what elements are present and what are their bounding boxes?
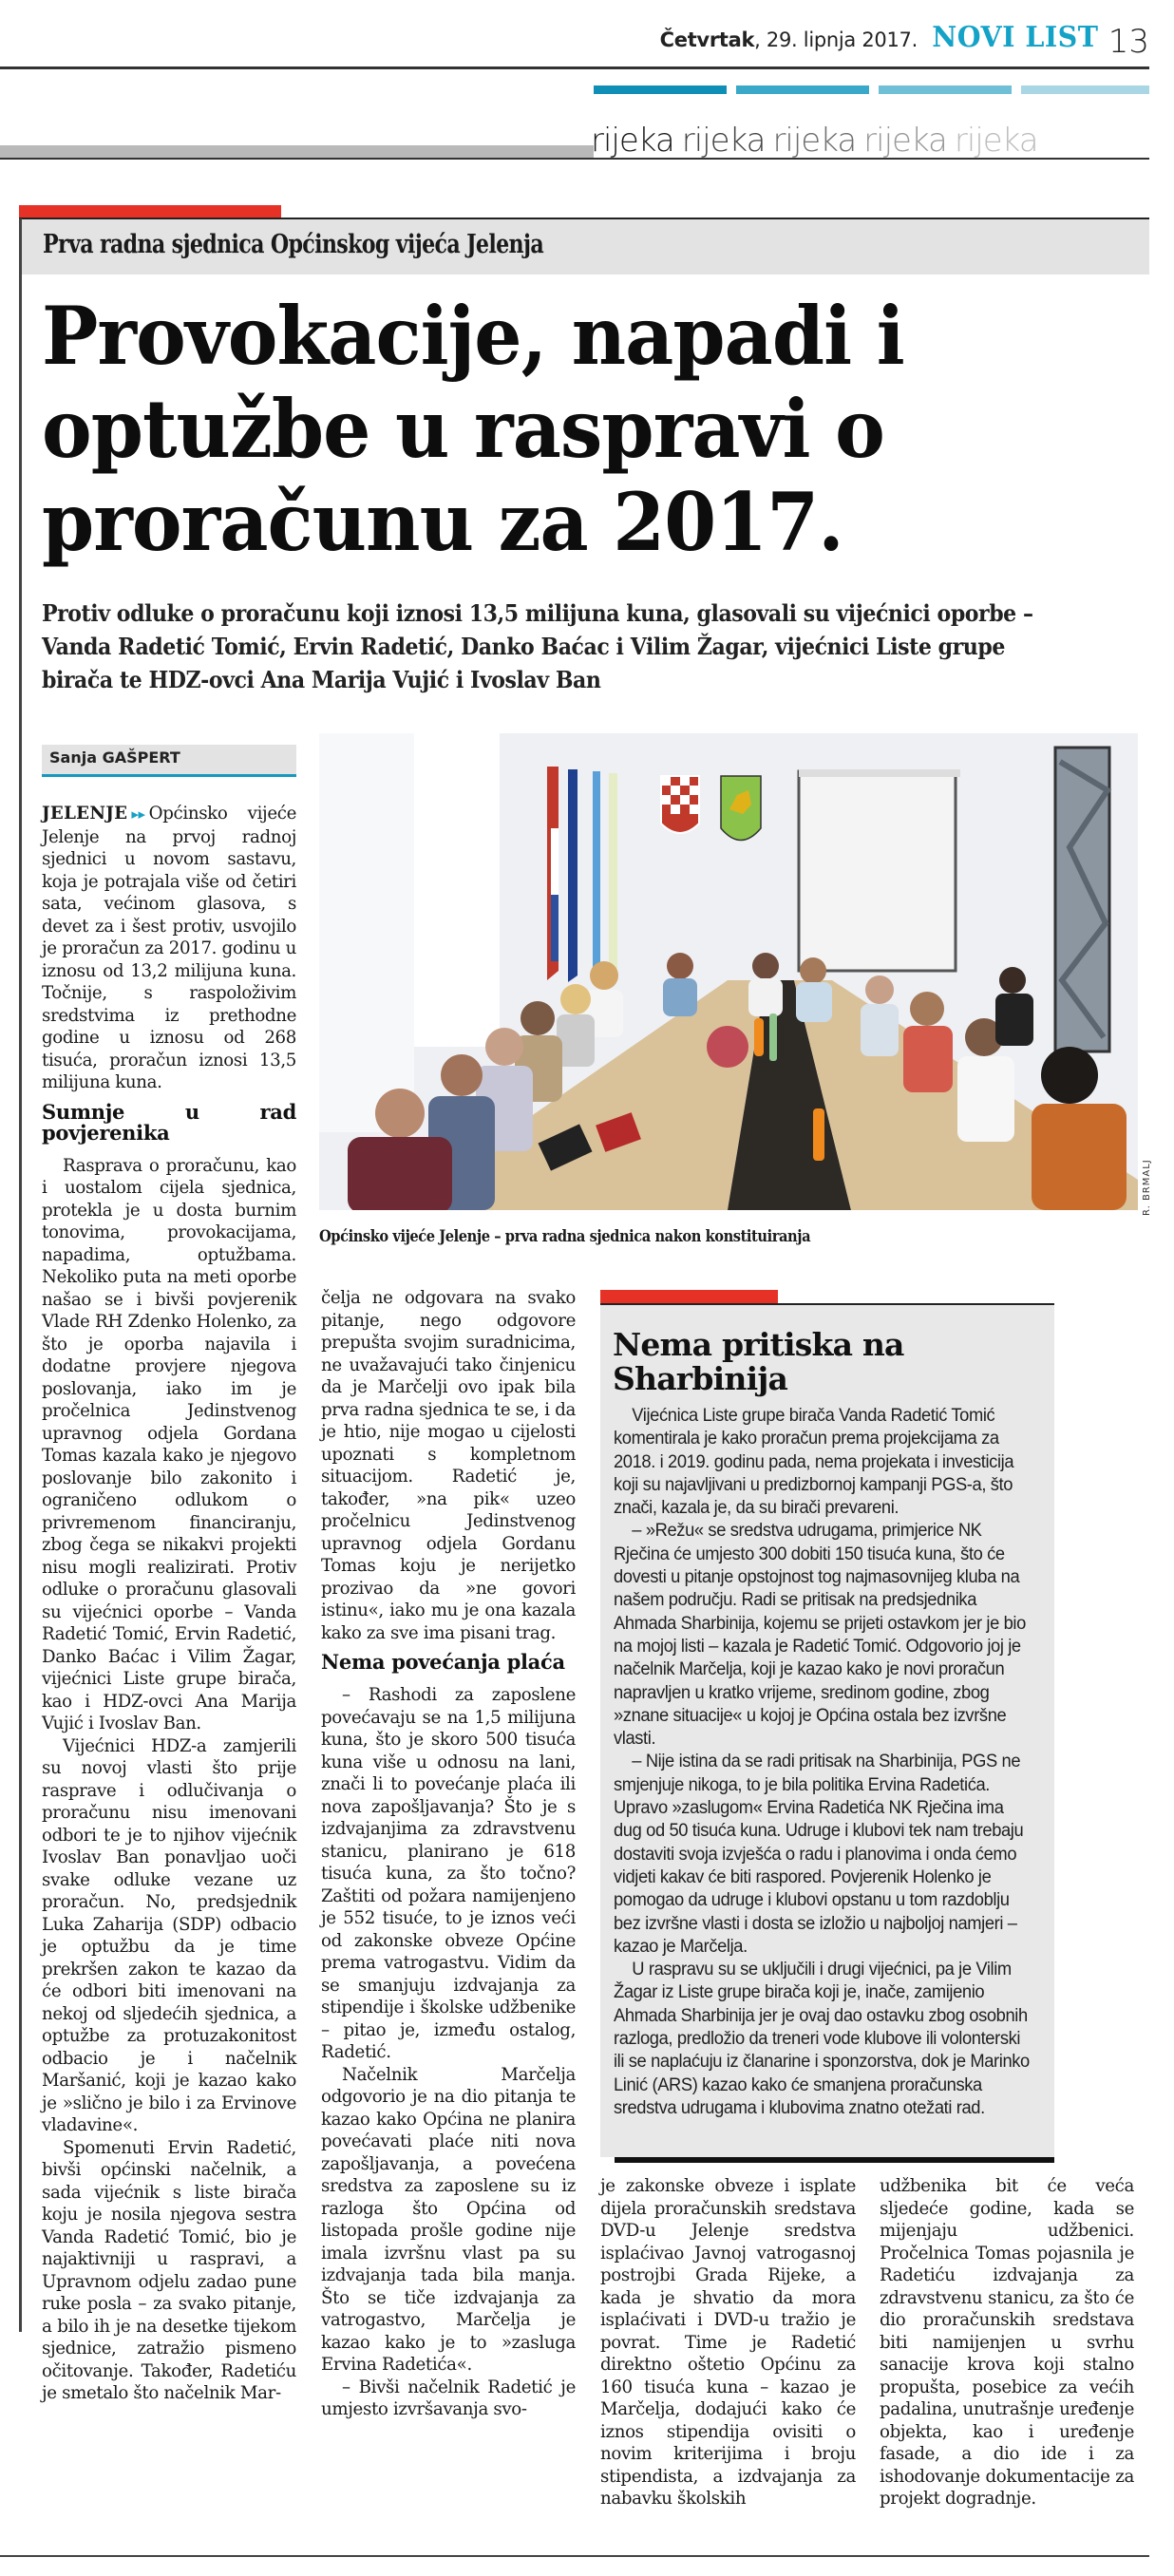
publication-logo: NOVI LIST — [931, 21, 1098, 54]
body-paragraph: – Rashodi za zaposlene povećavaju se na 1,5 milijuna kuna, što je skoro 500 tisuća kuna više u odnosu na lani, znači li to povećanje plaća ili nova zapošljavanja? Što je s izdvajanjima za zdravstvenu stanicu, planirano je 618 tisuća kuna, za što točno? Zaštiti od požara namijenjeno je 552 tisuće, to je iznos veći od zakonske obveze Općine prema vatrogastvu. Vidim da se smanjuju izdvajanja za stipendije i školske udžbenike – pitao je, između ostalog, Radetić. — [321, 1685, 576, 2062]
double-arrow-right-icon: ▸▸ — [131, 805, 145, 823]
issue-date — [660, 28, 918, 51]
dateline-location: JELENJE — [42, 804, 128, 824]
section-word: rijeka — [681, 122, 766, 160]
body-paragraph: Rasprava o proračunu, kao i uostalom cijela sjednica, protekla je u dosta burnim tonovima, provokacijama, napadima, optužbama. Nekoliko puta na meti oporbe našao se i bivši povjerenik Vlade RH Zdenko Holenko, za što je oporba najavila i dodatne provjere njegova poslovanja, iako im je pročelnica Jedinstvenog upravnog odjela Gordana Tomas kazala kako je njegovo poslovanje bilo zakonito i ograničeno odlukom o privremenom financiranju, zbog čega se nikakvi projekti nisu mogli realizirati. Protiv odluke o proračunu glasovali su vijećnici oporbe – Vanda Radetić Tomić, Ervin Radetić, Danko Baćac i Vilim Žagar, vijećnici Liste grupe birača, kao i HDZ-ovci Ana Marija Vujić i Ivoslav Ban. — [42, 1155, 296, 1733]
weekday: Četvrtak — [659, 28, 755, 51]
body-paragraph-continued: je zakonske obveze i isplate dijela proračunskih sredstava DVD-u Jelenje sredstva isplaćivao Javnoj vatrogasnoj postrojbi Grada Rijeke, a kada je shvatio da mora isplaćivati i DVD-u tražio je povrat. Time je Radetić direktno oštetio Općinu za 160 tisuća kuna – kazao je Marčelja, dodajući kako će iznos stipendija ovisiti o novim kriterijima i broju stipendista, a izdvajanja za nabavku školskih — [600, 2176, 856, 2509]
section-word: rijeka — [772, 122, 857, 160]
section-color-bar — [1021, 85, 1149, 94]
photo-credit: R. BRMALJ — [1142, 1159, 1152, 1216]
council-meeting-photo — [319, 733, 1138, 1210]
person-maroon-shirt — [348, 1137, 452, 1210]
section-word: rijeka — [591, 122, 674, 160]
date: , 29. lipnja 2017. — [754, 28, 918, 51]
sidebar-paragraph: – Nije istina da se radi pritisak na Sharbinija, PGS ne smjenjuje nikoga, to je bila politika Ervina Radetića. Upravo »zaslugom« Ervina Radetića NK Rječina ima dug od 50 tisuća kuna. Udruge i klubovi tek nam trebaju dostaviti svoja izvješća o radu i planovima i onda ćemo vidjeti kakav će biti raspored. Povjerenik Holenko je pomogao da udruge i klubovi opstanu u tom razdoblju bez izvršne vlasti i dosta se izložio u najboljoj namjeri – kazao je Marčelja. — [614, 1752, 1024, 1957]
body-paragraph: – Bivši načelnik Radetić je umjesto izvršavanja svo- — [321, 2377, 576, 2419]
subhead-no-salary-increase: Nema povećanja plaća — [321, 1650, 565, 1674]
section-label — [0, 123, 1149, 163]
body-paragraph-continued: čelja ne odgovara na svako pitanje, nego odgovore prepušta svojim suradnicima, ne uvažavajući tako činjenicu da je Marčelji ovo ipak bila prva radna sjednica te se, i da je htio, nije mogao u cijelosti upoznati s kompletnom situacijom. Radetić je, također, »na pik« uzeo pročelnicu Jedinstvenog upravnog odjela Gordanu Tomas koju je nerijetko prozivao da »ne govori istinu«, iako mu je ona kazala kako za sve ima pisani trag. — [321, 1288, 576, 1643]
lead-text: Općinsko vijeće Jelenje na prvoj radnoj sjednici u novom sastavu, koja je potrajala više od četiri sata, većinom glasova, s devet za i šest protiv, usvojilo je proračun za 2017. godinu u iznosu od 13,2 milijuna kuna. Točnije, s raspoloživim sredstvima iz prethodne godine u iznosu od 268 tisuća, proračun iznosi 13,5 milijuna kuna. — [42, 804, 296, 1092]
lead-paragraph — [42, 803, 296, 1094]
article-headline: Provokacije, napadi i optužbe u raspravi o proračunu za 2017. — [42, 289, 904, 569]
section-name — [591, 122, 1046, 160]
article-column-1 — [42, 803, 296, 2405]
article-photo — [319, 733, 1138, 1210]
projector-screen — [799, 771, 956, 971]
page-bottom-rule — [0, 2555, 1149, 2557]
sidebar-text — [614, 1405, 1031, 2120]
author-name: Sanja GAŠPERT — [49, 748, 180, 767]
article-deck: Protiv odluke o proračunu koji iznosi 13,5 milijuna kuna, glasovali su vijećnici oporbe – Vanda Radetić Tomić, Ervin Radetić, Danko Baćac i Vilim Žagar, vijećnici Liste grupe birača te HDZ-ovci Ana Marija Vujić i Ivoslav Ban — [42, 599, 1033, 693]
page-header — [0, 0, 1174, 71]
section-gray-bar — [0, 145, 594, 158]
photo-caption: Općinsko vijeće Jelenje – prva radna sjednica nakon konstituiranja — [319, 1227, 811, 1246]
kicker-text: Prva radna sjednica Općinskog vijeća Jelenja — [43, 230, 544, 259]
person-patterned-top — [1032, 1104, 1127, 1210]
body-paragraph-continued: udžbenika bit će veća sljedeće godine, kada se mijenjaju udžbenici. Pročelnica Tomas pojasnila je Radetiću izdvajanja za zdravstvenu stanicu, za što će dio proračunskih sredstava biti namijenjen u svrhu sanacije krova koji stalno propušta, posebice za većih padalina, unutrašnje uređenje objekta, kao i uređenje fasade, a dio ide i za ishodovanje dokumentacije za projekt dogradnje. — [880, 2176, 1134, 2509]
article-column-4 — [880, 2175, 1134, 2510]
sidebar-paragraph: – »Režu« se sredstva udrugama, primjerice NK Rječina će umjesto 300 dobiti 150 tisuća kuna, što će dovesti u pitanje opstojnost tog najmasovnijeg kluba na našem području. Radi se pritisak na predsjednika Ahmada Sharbinija, kojemu se prijeti ostavkom jer je bio na mojoj listi – kazala je Radetić Tomić. Odgovorio joj je načelnik Marčelja, koji je kazao kako je novi proračun napravljen u kratko vrijeme, sredinom godine, zbog »znane situacije« u kojoj je Općina ostala bez izvršne vlasti. — [614, 1521, 1026, 1750]
article-left-border — [19, 218, 22, 2332]
subhead-suspicions: Sumnje u rad povjerenika — [42, 1099, 296, 1145]
sidebar-paragraph: U raspravu su se uključili i drugi vijećnici, pa je Vilim Žagar iz Liste grupe birača koji je, inače, zamijenio Ahmada Sharbinija jer je ovaj dao ostavku zbog osobnih razloga, predložio da treneri vode klubove ili volonterski ili se naplaćuju iz članarine i sponzorstva, dok je Marinko Linić (ARS) kazao kako će smanjena proračunska sredstva udrugama i klubovima znatno otežati rad. — [614, 1960, 1030, 2118]
sidebar-paragraph: Vijećnica Liste grupe birača Vanda Radetić Tomić komentirala je kako proračun prema projekcijama za 2018. i 2019. godinu pada, nema projekata i investicija koji su najavljivani u predizbornoj kampanji PGS-a, što znači, kazala je, da su birači prevareni. — [614, 1406, 1014, 1519]
body-paragraph: Vijećnici HDZ-a zamjerili su novoj vlasti što prije rasprave i odlučivanja o proračunu nisu imenovani odbori te je to njihov vijećnik Ivoslav Ban ponavljao uoči svake odluke vezane uz proračun. No, predsjednik Luka Zaharija (SDP) odbacio je optužbu da je time prekršen zakon te kazao da će odbori biti imenovani na nekoj od sljedećih sjednica, a optužbe za protuzakonitost odbacio je i načelnik Maršanić, koji je kazao kako je »slično je bilo i za Ervinove vladavine«. — [42, 1735, 296, 2135]
article-red-tab — [19, 205, 281, 218]
flower-arrangement — [707, 1026, 748, 1068]
sidebar-box — [600, 1305, 1054, 2157]
header-divider — [0, 66, 1149, 69]
sidebar-title: Nema pritiska na Sharbinija — [613, 1326, 904, 1397]
section-color-bar — [736, 85, 869, 94]
section-color-bar — [879, 85, 1012, 94]
body-paragraph: Načelnik Marčelja odgovorio je na dio pitanja te kazao kako Općina ne planira povećavati plaće niti nova zapošljavanja, a povećena sredstva za zaposlene su iz razloga što Općina od listopada prošle godine nije imala izvršnu vlast pa su izdvajanja tada bila manja. Što se tiče izdvajanja za vatrogastvo, Marčelja je kazao kako je to »zasluga Ervina Radetića«. — [321, 2064, 576, 2375]
section-word: rijeka — [863, 122, 947, 160]
byline — [42, 745, 296, 777]
section-word: rijeka — [954, 122, 1038, 160]
body-paragraph: Spomenuti Ervin Radetić, bivši općinski načelnik, a sada vijećnik s liste birača koju je nosila njegova sestra Vanda Radetić Tomić, bio je najaktivniji u raspravi, a Upravnom odjelu zadao pune ruke posla – za svako pitanje, a bilo ih je na desetke tijekom sjednice, zatražio pismeno očitovanje. Također, Radetiću je smetalo što načelnik Mar- — [42, 2137, 296, 2403]
sidebar-bottom-rule — [615, 2157, 1054, 2163]
article-column-2 — [321, 1287, 576, 2421]
section-color-bar — [594, 85, 727, 94]
article-column-3 — [600, 2175, 856, 2510]
article-kicker — [22, 219, 1149, 275]
page-number: 13 — [1108, 23, 1149, 61]
